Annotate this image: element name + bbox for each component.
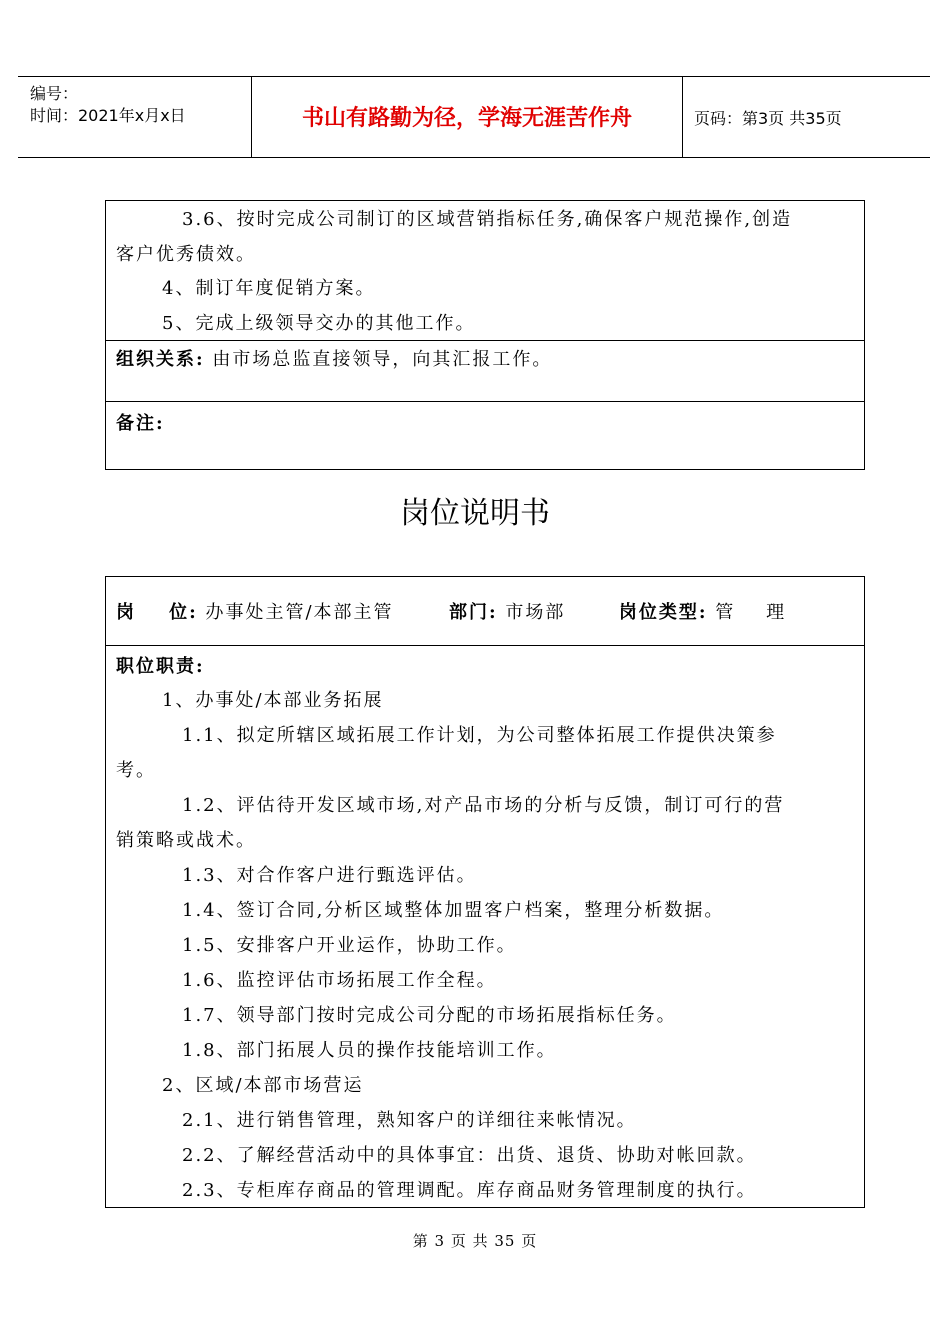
job-description-table xyxy=(105,576,865,1208)
duty-line: 考。 xyxy=(116,760,156,781)
duty-line: 2.3、专柜库存商品的管理调配。库存商品财务管理制度的执行。 xyxy=(182,1180,757,1201)
duty-line: 1、办事处/本部业务拓展 xyxy=(162,690,384,711)
duty-line: 2.1、进行销售管理，熟知客户的详细往来帐情况。 xyxy=(182,1110,637,1131)
header-meta xyxy=(30,83,186,127)
document-title: 岗位说明书 xyxy=(400,496,550,531)
org-relation-text: 由市场总监直接领导，向其汇报工作。 xyxy=(204,349,553,370)
duty-line: 1.7、领导部门按时完成公司分配的市场拓展指标任务。 xyxy=(182,1005,677,1026)
duty-line: 3.6、按时完成公司制订的区域营销指标任务,确保客户规范操作,创造 xyxy=(182,209,793,230)
duty-line: 2、区域/本部市场营运 xyxy=(162,1075,364,1096)
post-label: 岗 位: xyxy=(116,602,198,623)
org-relation-row xyxy=(116,342,856,377)
dept-value: 市场部 xyxy=(497,602,566,623)
duty-line: 1.3、对合作客户进行甄选评估。 xyxy=(182,865,477,886)
page-header xyxy=(18,76,930,158)
post-value: 办事处主管/本部主管 xyxy=(197,602,394,623)
post-type-value: 管 理 xyxy=(707,602,787,623)
duty-line: 客户优秀债效。 xyxy=(116,244,256,265)
duty-line: 1.6、监控评估市场拓展工作全程。 xyxy=(182,970,497,991)
duty-line: 1.5、安排客户开业运作，协助工作。 xyxy=(182,935,517,956)
row-divider xyxy=(106,645,864,646)
duty-line: 1.1、拟定所辖区域拓展工作计划，为公司整体拓展工作提供决策参 xyxy=(182,725,777,746)
number-label: 编号： xyxy=(30,84,79,103)
org-relation-label: 组织关系: xyxy=(116,349,205,370)
post-info-row xyxy=(116,595,856,630)
duty-line: 2.2、了解经营活动中的具体事宜：出货、退货、协助对帐回款。 xyxy=(182,1145,757,1166)
remark-label: 备注: xyxy=(116,413,165,434)
row-divider xyxy=(106,401,864,402)
duty-line: 销策略或战术。 xyxy=(116,830,256,851)
duty-line: 1.4、签订合同,分析区域整体加盟客户档案，整理分析数据。 xyxy=(182,900,725,921)
post-type-label: 岗位类型: xyxy=(618,602,708,623)
duty-line: 1.8、部门拓展人员的操作技能培训工作。 xyxy=(182,1040,557,1061)
page-footer: 第 3 页 共 35 页 xyxy=(412,1232,538,1250)
header-divider xyxy=(682,77,683,157)
duties-continuation-table xyxy=(105,200,865,470)
duty-line: 1.2、评估待开发区域市场,对产品市场的分析与反馈，制订可行的营 xyxy=(182,795,785,816)
duty-label: 职位职责: xyxy=(116,656,205,677)
time-label: 时间：2021年x月x日 xyxy=(30,106,186,125)
duty-line: 5、完成上级领导交办的其他工作。 xyxy=(162,313,476,334)
row-divider xyxy=(106,340,864,341)
dept-label: 部门: xyxy=(448,602,498,623)
duty-line: 4、制订年度促销方案。 xyxy=(162,278,376,299)
header-motto: 书山有路勤为径，学海无涯苦作舟 xyxy=(301,106,632,131)
header-page-info: 页码：第3页 共35页 xyxy=(694,109,842,128)
